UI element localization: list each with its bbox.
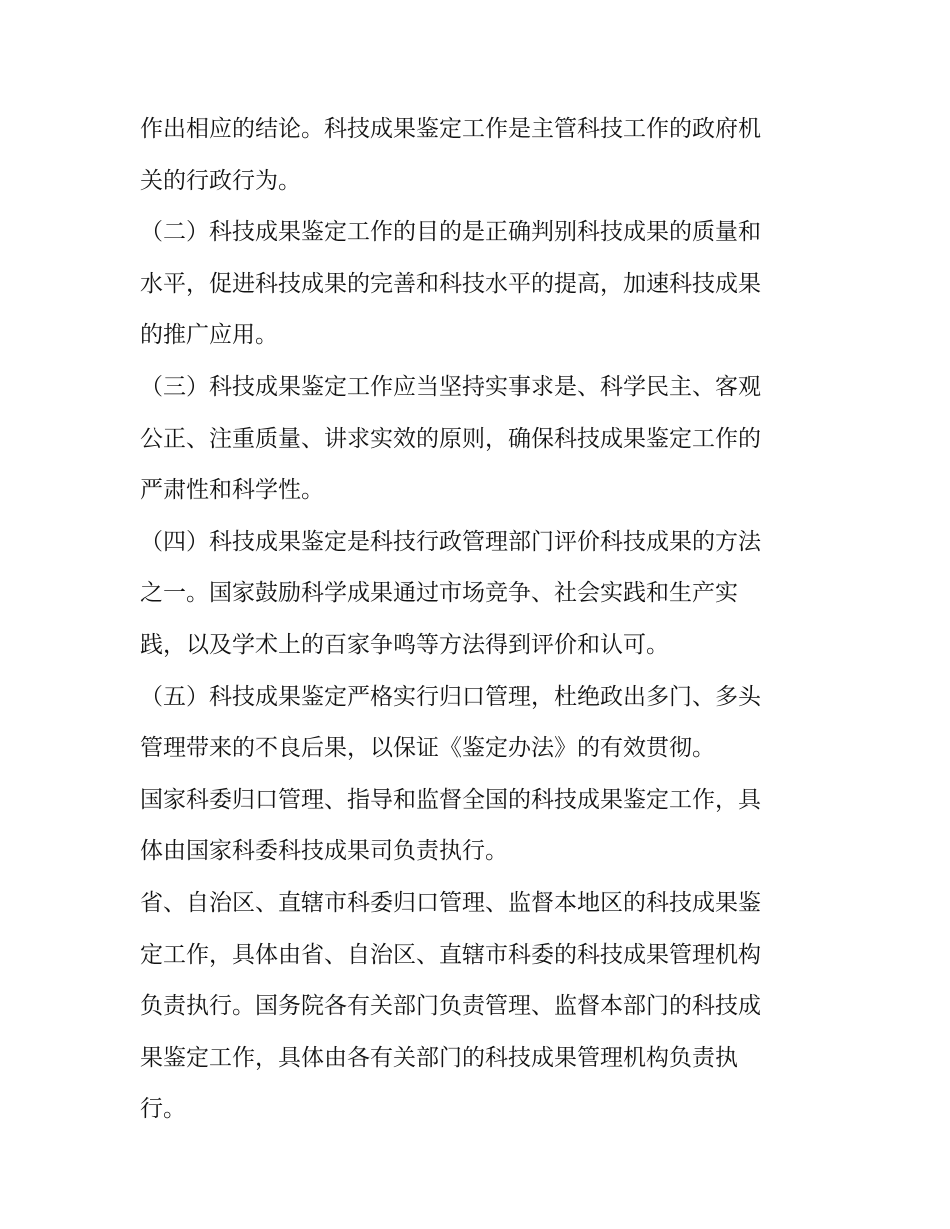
text-line: （四）科技成果鉴定是科技行政管理部门评价科技成果的方法 <box>140 528 761 555</box>
text-line: 的推广应用。 <box>140 322 278 349</box>
text-line: （二）科技成果鉴定工作的目的是正确判别科技成果的质量和 <box>140 219 761 246</box>
text-line: 国家科委归口管理、指导和监督全国的科技成果鉴定工作，具 <box>140 786 761 813</box>
text-line: 定工作，具体由省、自治区、直辖市科委的科技成果管理机构 <box>140 941 761 968</box>
text-line: 管理带来的不良后果，以保证《鉴定办法》的有效贯彻。 <box>140 735 715 762</box>
text-line: 关的行政行为。 <box>140 167 301 194</box>
text-line: 果鉴定工作，具体由各有关部门的科技成果管理机构负责执 <box>140 1044 738 1071</box>
document-body <box>140 104 820 1136</box>
text-line: 体由国家科委科技成果司负责执行。 <box>140 838 508 865</box>
text-line: 行。 <box>140 1096 186 1123</box>
text-line: （五）科技成果鉴定严格实行归口管理，杜绝政出多门、多头 <box>140 683 761 710</box>
text-line: 省、自治区、直辖市科委归口管理、监督本地区的科技成果鉴 <box>140 889 761 916</box>
text-line: （三）科技成果鉴定工作应当坚持实事求是、科学民主、客观 <box>140 373 761 400</box>
text-line: 践，以及学术上的百家争鸣等方法得到评价和认可。 <box>140 631 669 658</box>
text-line: 作出相应的结论。科技成果鉴定工作是主管科技工作的政府机 <box>140 116 761 142</box>
text-line: 水平，促进科技成果的完善和科技水平的提高，加速科技成果 <box>140 270 761 297</box>
text-line: 负责执行。国务院各有关部门负责管理、监督本部门的科技成 <box>140 993 761 1020</box>
text-line: 之一。国家鼓励科学成果通过市场竞争、社会实践和生产实 <box>140 580 738 607</box>
text-line: 公正、注重质量、讲求实效的原则，确保科技成果鉴定工作的 <box>140 425 761 452</box>
text-line: 严肃性和科学性。 <box>140 477 324 504</box>
